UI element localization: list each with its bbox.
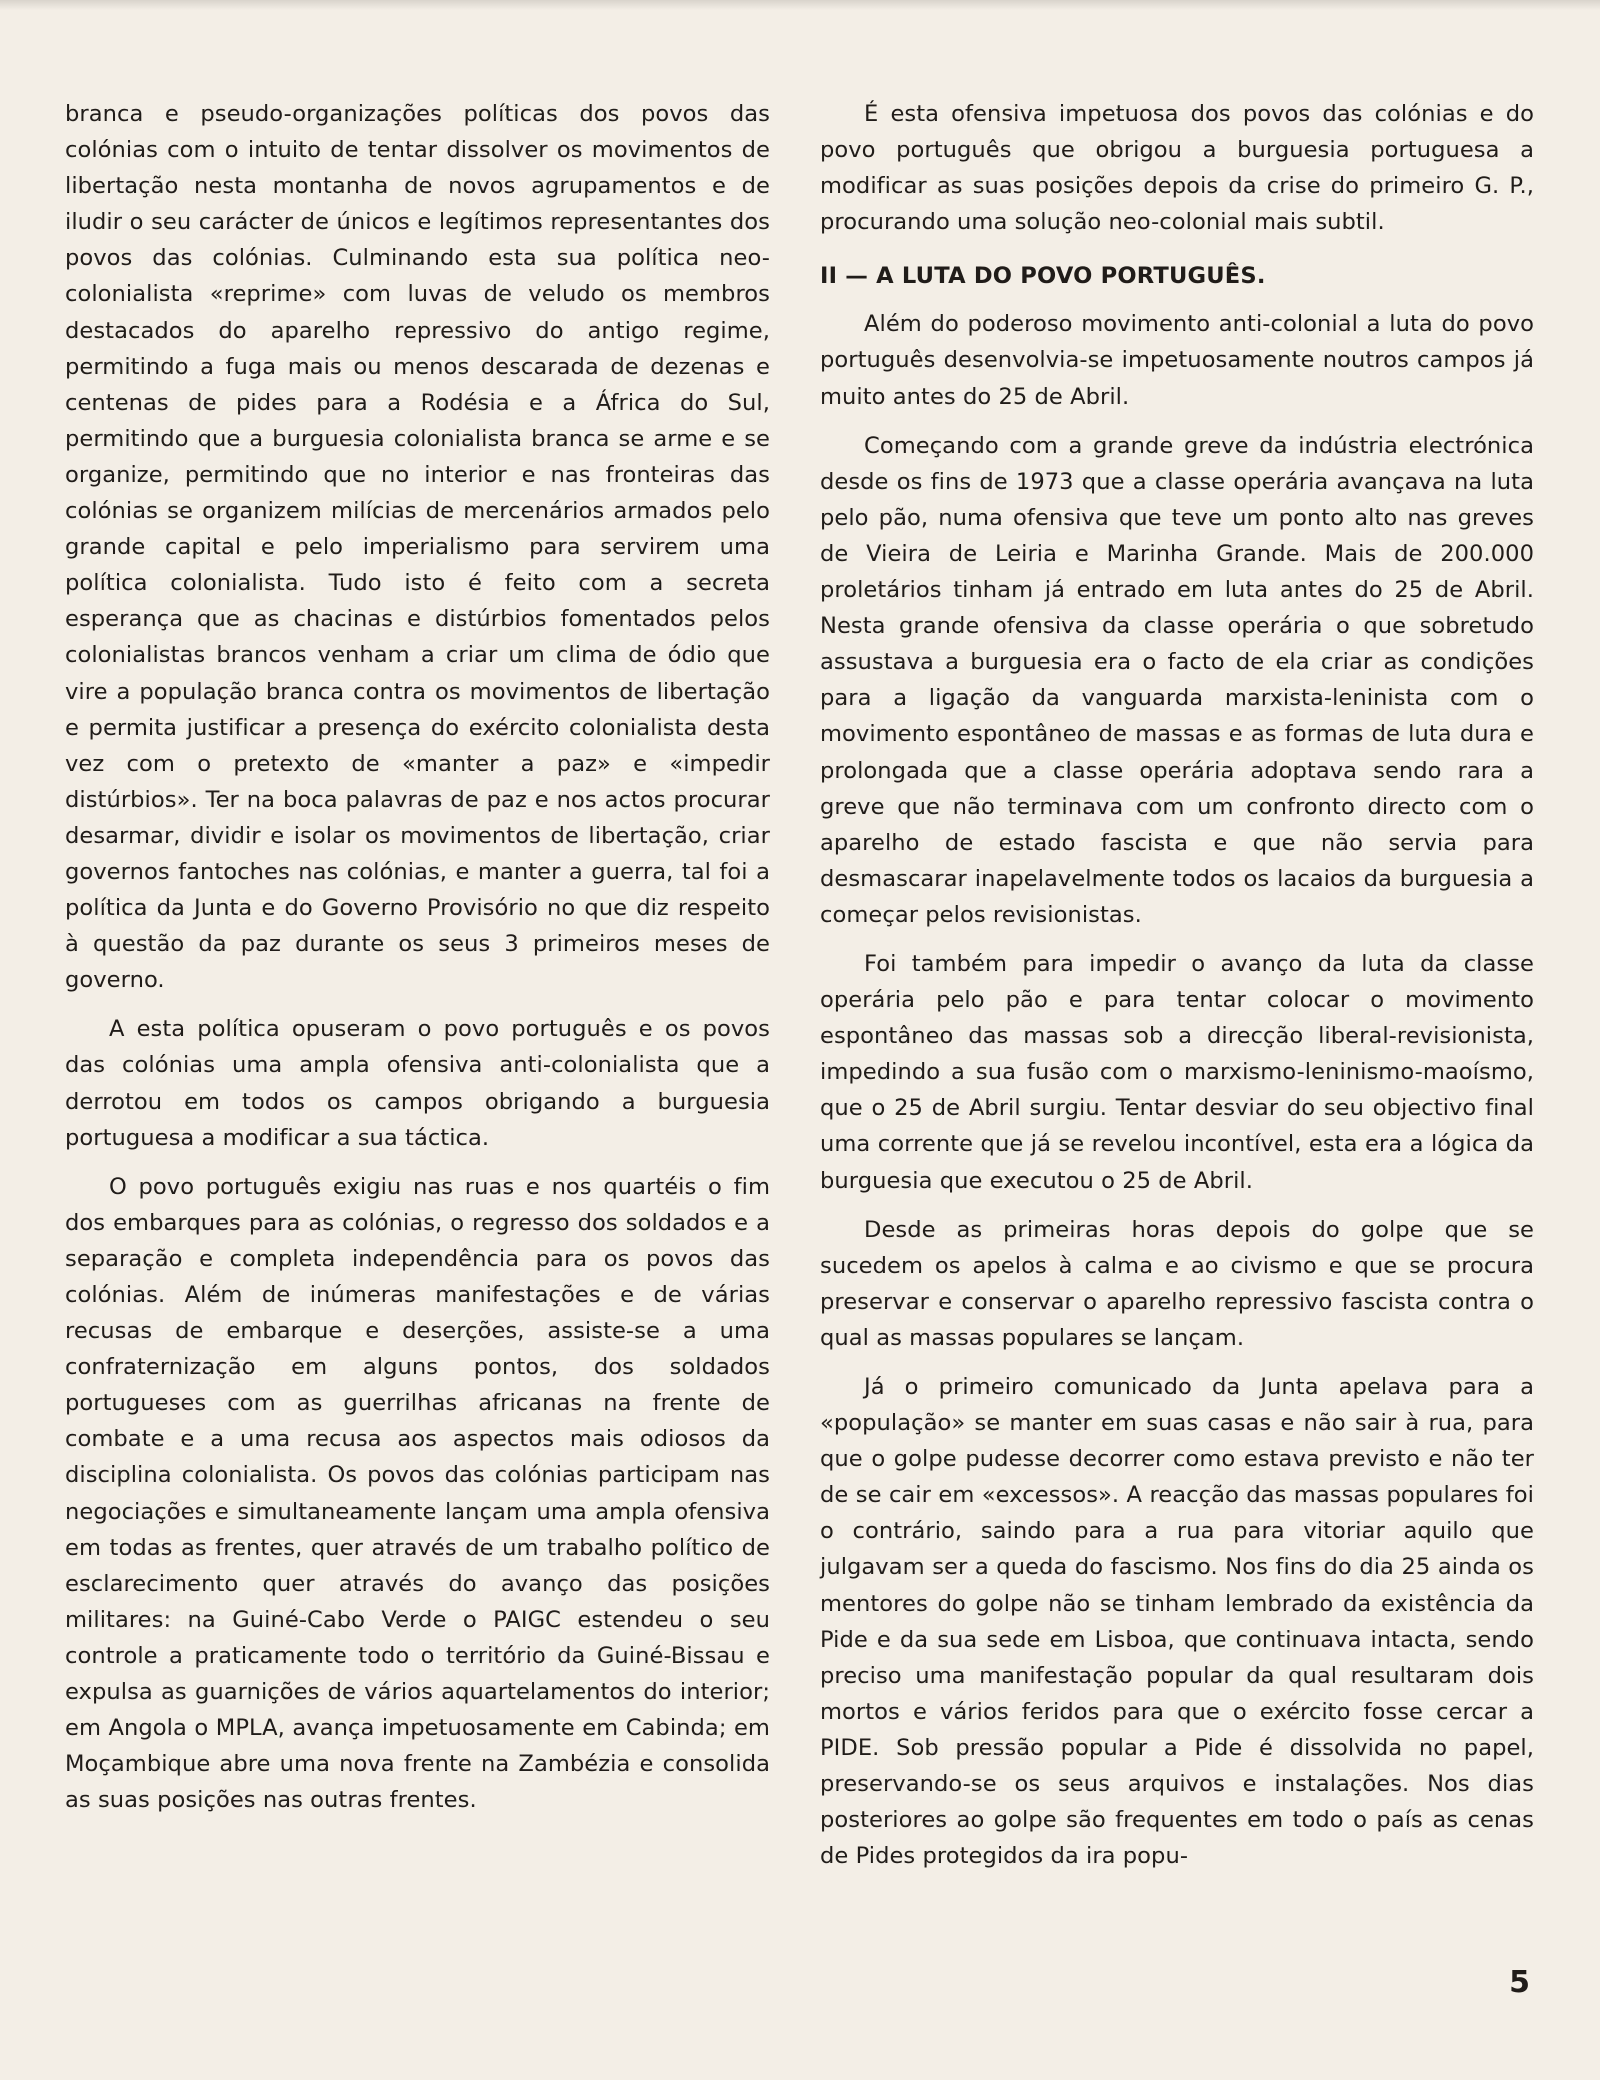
right-paragraph-5: Desde as primeiras horas depois do golpe que se sucedem os apelos à calma e ao civismo e que se procura preservar e conservar o aparelho repressivo fascista contra o qual as massas populares se lançam. [820, 1216, 1534, 1351]
right-column [820, 96, 1534, 1887]
right-paragraph-3: Começando com a grande greve da indústria electrónica desde os fins de 1973 que a classe operária avançava na luta pelo pão, numa ofensiva que teve um ponto alto nas greves de Vieira de Leiria e Marinha Grande. Mais de 200.000 proletários tinham já entrado em luta antes do 25 de Abril. Nesta grande ofensiva da classe operária o que sobretudo assustava a burguesia era o facto de ela criar as condições para a ligação da vanguarda marxista-leninista com o movimento espontâneo de massas e as formas de luta dura e prolongada que a classe operária adoptava sendo rara a greve que não terminava com um confronto directo com o aparelho de estado fascista e que não servia para desmascarar inapelavelmente todos os lacaios da burguesia a começar pelos revisionistas. [820, 432, 1534, 928]
left-paragraph-3: O povo português exigiu nas ruas e nos quartéis o fim dos embarques para as colónias, o regresso dos soldados e a separação e completa independência para os povos das colónias. Além de inúmeras manifestações e de várias recusas de embarque e deserções, assiste-se a uma confraternização em alguns pontos, dos soldados portugueses com as guerrilhas africanas na frente de combate e a uma recusa aos aspectos mais odiosos da disciplina colonialista. Os povos das colónias participam nas negociações e simultaneamente lançam uma ampla ofensiva em todas as frentes, quer através de um trabalho político de esclarecimento quer através do avanço das posições militares: na Guiné-Cabo Verde o PAIGC estendeu o seu controle a praticamente todo o território da Guiné-Bissau e expulsa as guarnições de vários aquartelamentos do interior; em Angola o MPLA, avança impetuosamente em Cabinda; em Moçambique abre uma nova frente na Zambézia e consolida as suas posições nas outras frentes. [65, 1173, 770, 1814]
right-paragraph-4: Foi também para impedir o avanço da luta da classe operária pelo pão e para tentar colocar o movimento espontâneo das massas sob a direcção liberal-revisionista, impedindo a sua fusão com o marxismo-leninismo-maoísmo, que o 25 de Abril surgiu. Tentar desviar do seu objectivo final uma corrente que já se revelou incontível, esta era a lógica da burguesia que executou o 25 de Abril. [820, 950, 1534, 1194]
left-paragraph-1: branca e pseudo-organizações políticas dos povos das colónias com o intuito de tentar dissolver os movimentos de libertação nesta montanha de novos agrupamentos e de iludir o seu carácter de únicos e legítimos representantes dos povos das colónias. Culminando esta sua política neo-colonialista «reprime» com luvas de veludo os membros destacados do aparelho repressivo do antigo regime, permitindo a fuga mais ou menos descarada de dezenas e centenas de pides para a Rodésia e a África do Sul, permitindo que a burguesia colonialista branca se arme e se organize, permitindo que no interior e nas fronteiras das colónias se organizem milícias de mercenários armados pelo grande capital e pelo imperialismo para servirem uma política colonialista. Tudo isto é feito com a secreta esperança que as chacinas e distúrbios fomentados pelos colonialistas brancos venham a criar um clima de ódio que vire a população branca contra os movimentos de libertação e permita justificar a presença do exército colonialista desta vez com o pretexto de «manter a paz» e «impedir distúrbios». Ter na boca palavras de paz e nos actos procurar desarmar, dividir e isolar os movimentos de libertação, criar governos fantoches nas colónias, e manter a guerra, tal foi a política da Junta e do Governo Provisório no que diz respeito à questão da paz durante os seus 3 primeiros meses de governo. [65, 101, 770, 994]
right-paragraph-2: Além do poderoso movimento anti-colonial a luta do povo português desenvolvia-se impetuosamente noutros campos já muito antes do 25 de Abril. [820, 311, 1534, 410]
right-paragraph-6: Já o primeiro comunicado da Junta apelava para a «população» se manter em suas casas e não sair à rua, para que o golpe pudesse decorrer como estava previsto e não ter de se cair em «excessos». A reacção das massas populares foi o contrário, saindo para a rua para vitoriar aquilo que julgavam ser a queda do fascismo. Nos fins do dia 25 ainda os mentores do golpe não se tinham lembrado da existência da Pide e da sua sede em Lisboa, que continuava intacta, sendo preciso uma manifestação popular da qual resultaram dois mortos e vários feridos para que o exército fosse cercar a PIDE. Sob pressão popular a Pide é dissolvida no papel, preservando-se os seus arquivos e instalações. Nos dias posteriores ao golpe são frequentes em todo o país as cenas de Pides protegidos da ira popu- [820, 1374, 1534, 1870]
page-number: 5 [1509, 1965, 1530, 2000]
page-top-edge [0, 0, 1600, 10]
left-paragraph-2: A esta política opuseram o povo português e os povos das colónias uma ampla ofensiva anti-colonialista que a derrotou em todos os campos obrigando a burguesia portuguesa a modificar a sua táctica. [65, 1016, 770, 1151]
section-heading: II — A LUTA DO POVO PORTUGUÊS. [820, 263, 1266, 290]
left-column [65, 96, 770, 1831]
right-paragraph-1: É esta ofensiva impetuosa dos povos das colónias e do povo português que obrigou a burguesia portuguesa a modificar as suas posições depois da crise do primeiro G. P., procurando uma solução neo-colonial mais subtil. [820, 101, 1534, 236]
